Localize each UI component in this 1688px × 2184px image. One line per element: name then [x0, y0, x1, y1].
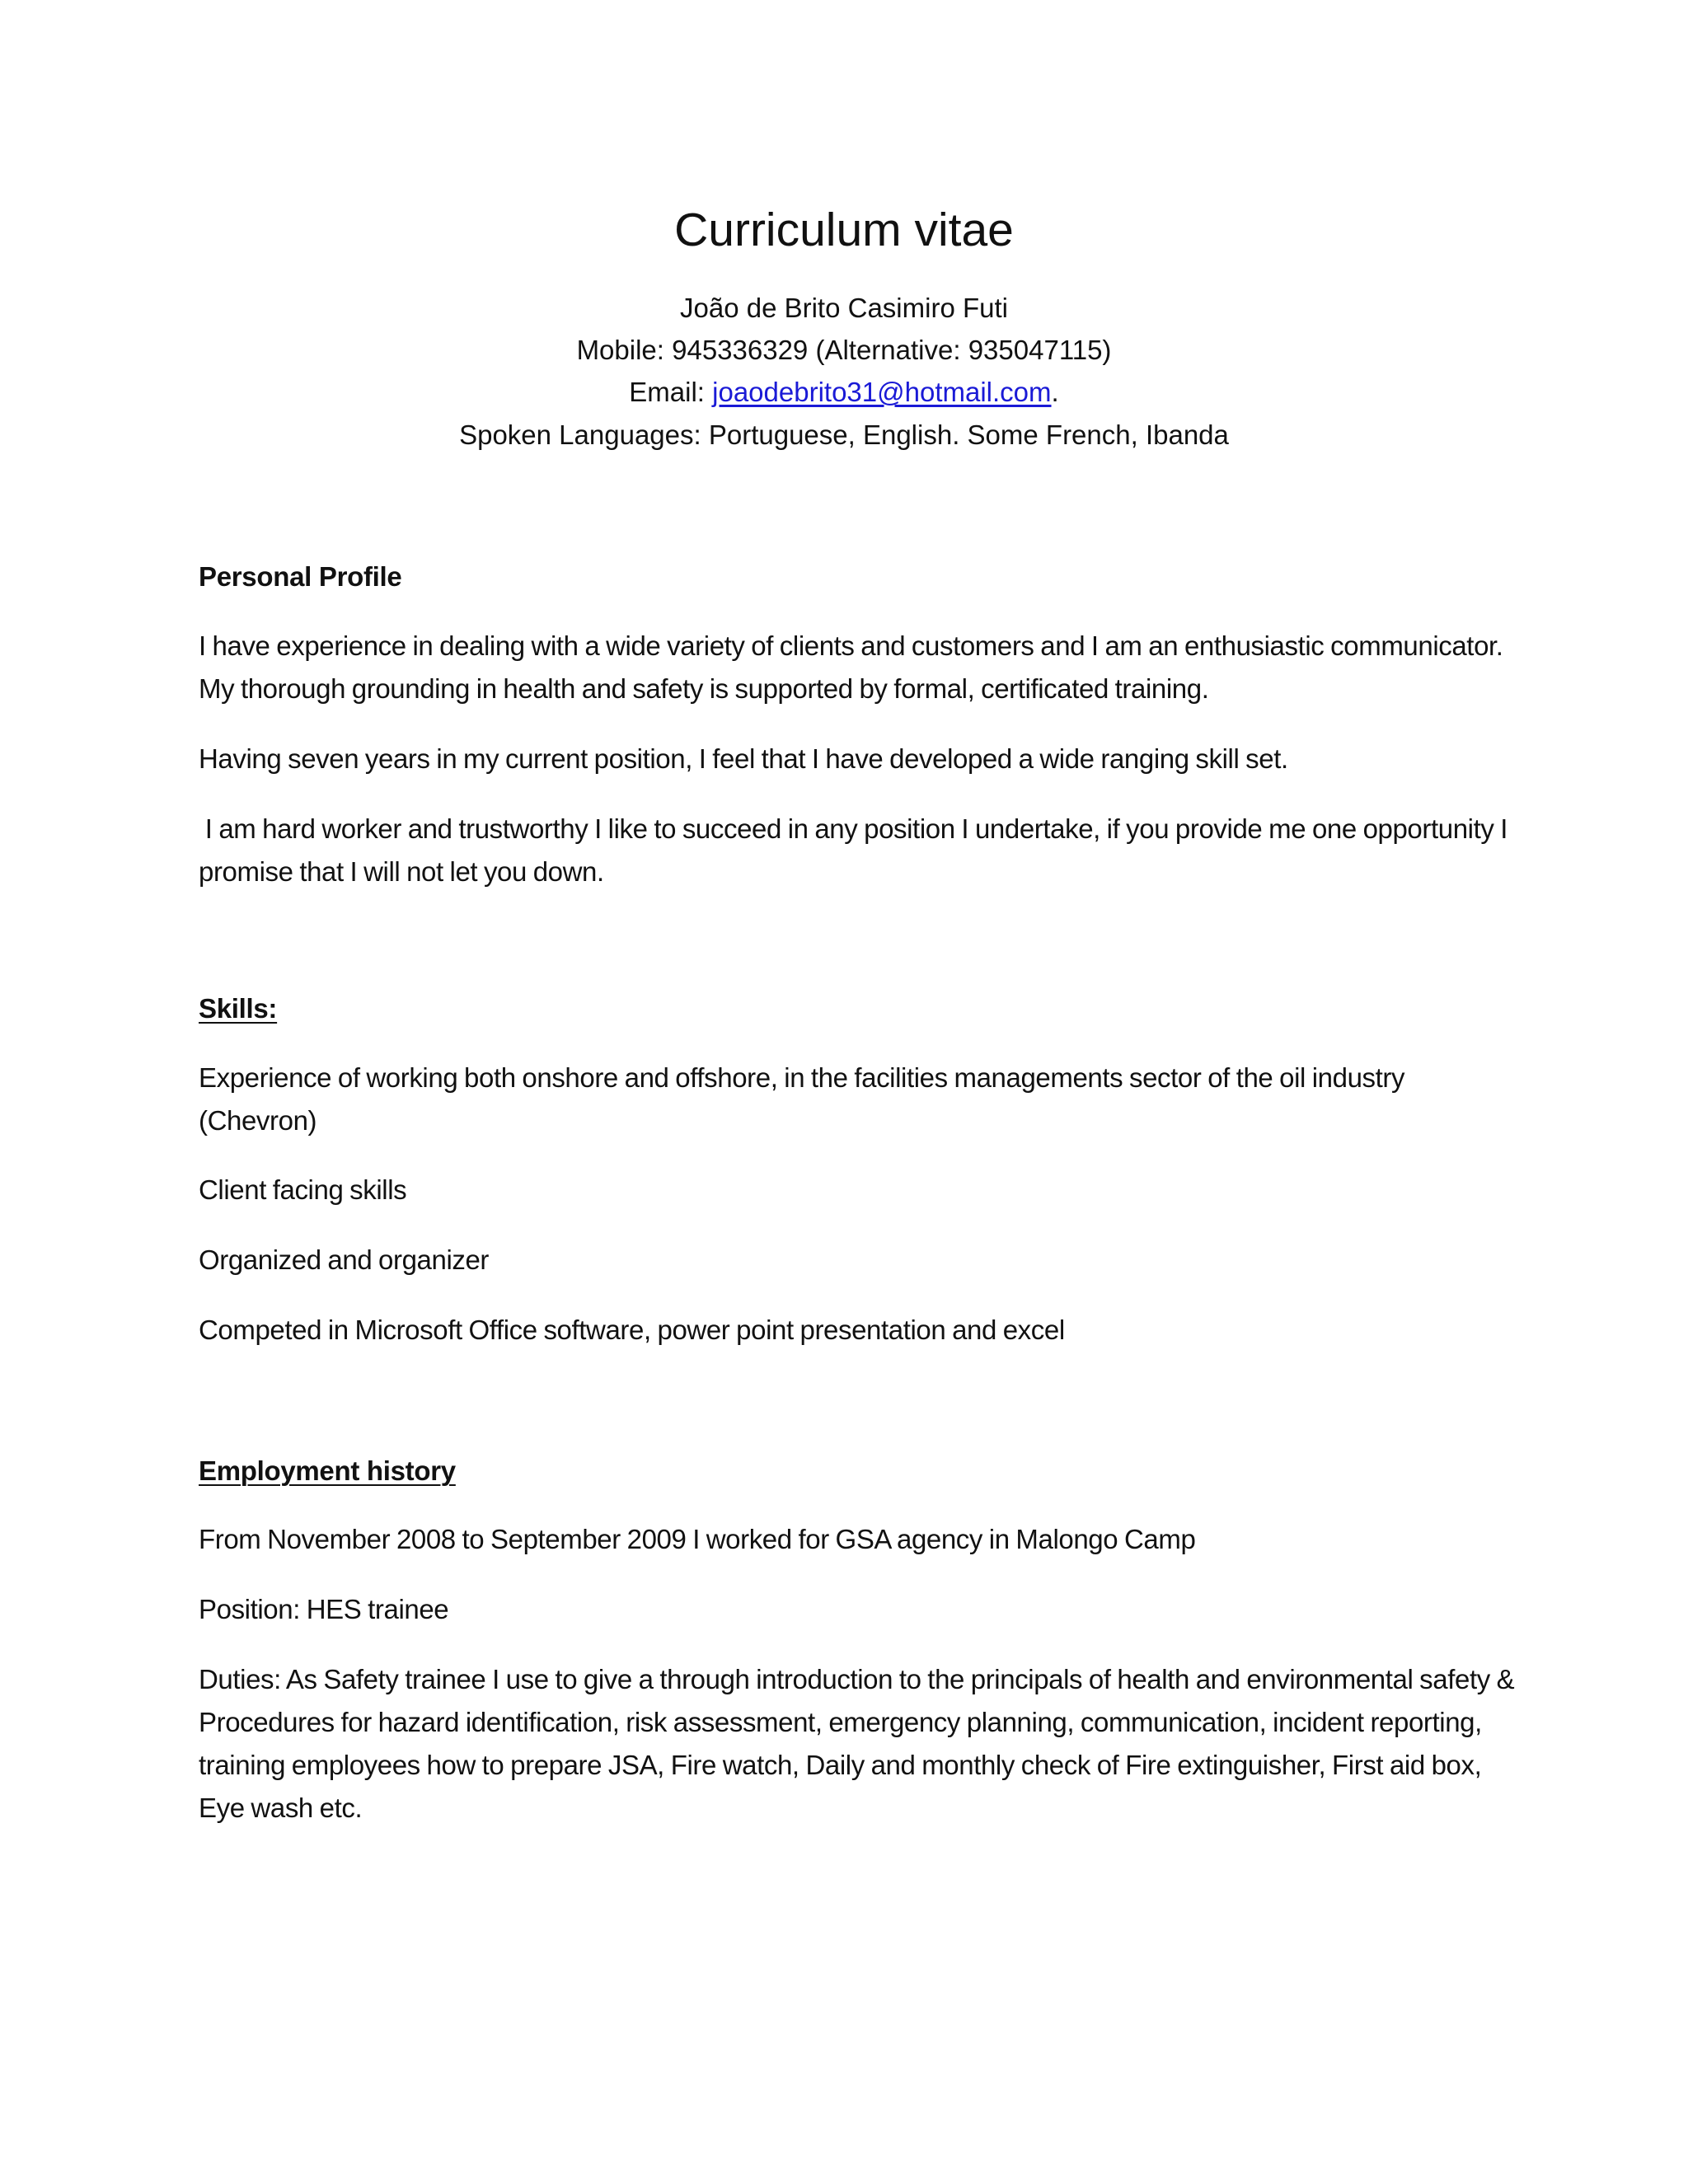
skill-item: Competed in Microsoft Office software, power point presentation and excel: [199, 1315, 1065, 1345]
employment-item: Position: HES trainee: [199, 1594, 449, 1624]
email-link[interactable]: joaodebrito31@hotmail.com: [712, 377, 1052, 407]
email-prefix: Email:: [629, 377, 713, 407]
skills-heading: Skills:: [199, 993, 278, 1024]
skill-item: Organized and organizer: [199, 1244, 490, 1275]
profile-paragraph: I have experience in dealing with a wide variety of clients and customers and I am an enthusiastic communicator. My thorough grounding in health and safety is supported by formal, certificated training.: [199, 630, 1503, 704]
personal-profile-heading: Personal Profile: [199, 561, 402, 592]
employment-duties: Duties: As Safety trainee I use to give a through introduction to the principals of health and environmental safety & Procedures for hazard identification, risk assessment, emergency planning, communication, incident reporting, training employees how to prepare JSA, Fire watch, Daily and monthly check of Fire extinguisher, First aid box, Eye wash etc.: [199, 1664, 1515, 1823]
skill-item: Experience of working both onshore and offshore, in the facilities managements sector of the oil industry (Chevron): [199, 1062, 1405, 1136]
languages-line: Spoken Languages: Portuguese, English. Some French, Ibanda: [459, 419, 1229, 450]
candidate-name: João de Brito Casimiro Futi: [680, 293, 1008, 323]
email-line: [0, 374, 1688, 410]
document-title: Curriculum vitae: [674, 204, 1014, 256]
employment-item: From November 2008 to September 2009 I worked for GSA agency in Malongo Camp: [199, 1524, 1196, 1554]
profile-paragraph: Having seven years in my current position, I feel that I have developed a wide ranging skill set.: [199, 743, 1288, 774]
mobile-line: Mobile: 945336329 (Alternative: 935047115): [576, 335, 1112, 365]
employment-history-heading: Employment history: [199, 1455, 456, 1486]
email-suffix: .: [1051, 377, 1059, 407]
profile-paragraph: I am hard worker and trustworthy I like to succeed in any position I undertake, if you provide me one opportunity I promise that I will not let you down.: [199, 813, 1514, 887]
skill-item: Client facing skills: [199, 1174, 407, 1205]
